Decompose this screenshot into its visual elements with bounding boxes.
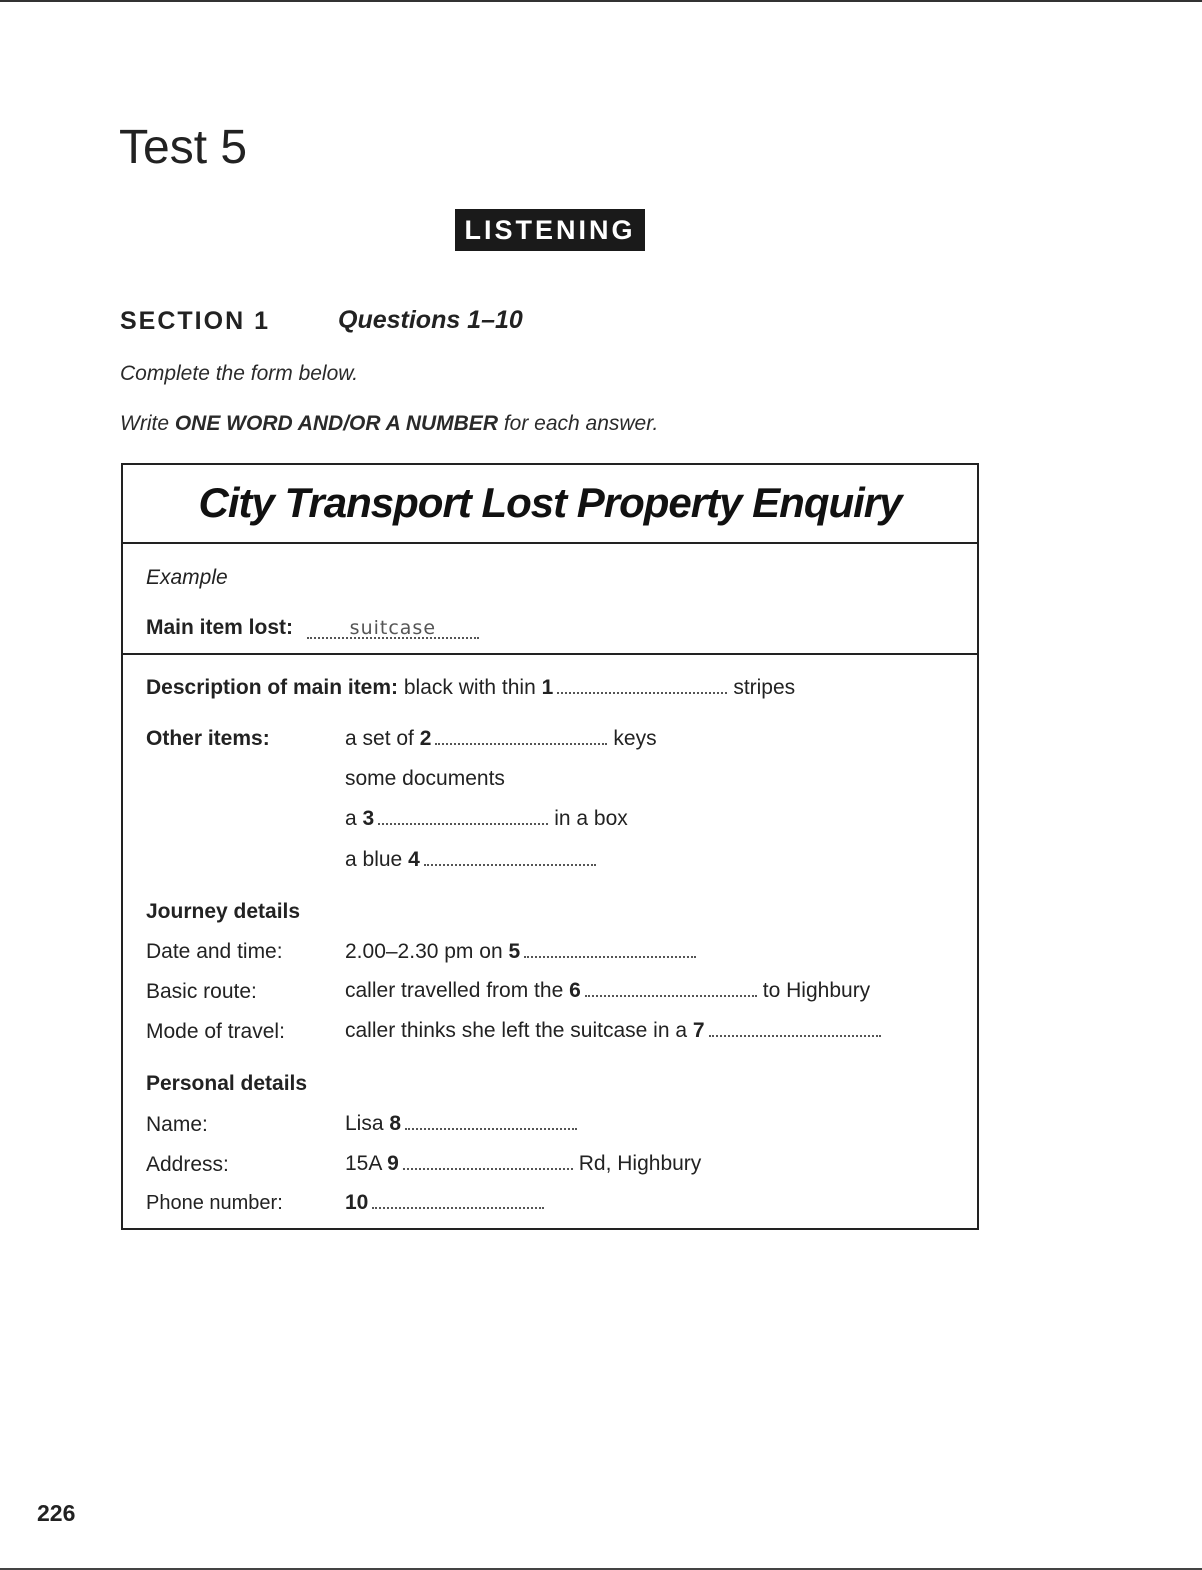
example-divider [123,653,977,655]
q6-text: caller travelled from the [345,979,564,1002]
q2-text: a set of [345,727,414,750]
q2-blank[interactable] [435,742,607,745]
address-label: Address: [146,1153,229,1176]
q3-blank[interactable] [378,822,548,825]
lost-property-form [121,463,979,1230]
q3-text: a [345,807,357,830]
description-suffix: stripes [733,676,796,699]
q6-number: 6 [569,979,581,1002]
q8-blank[interactable] [405,1127,577,1130]
q6-blank[interactable] [585,994,757,997]
instruction-complete-form: Complete the form below. [120,362,359,385]
q3-row [345,807,628,831]
basic-route-label: Basic route: [146,980,257,1003]
q6-row [345,979,870,1003]
description-label: Description of main item: [146,676,399,699]
q10-row [345,1191,550,1215]
q6-suffix: to Highbury [762,979,871,1002]
q9-blank[interactable] [403,1167,573,1170]
q7-number: 7 [692,1019,705,1042]
q8-text: Lisa [345,1112,384,1135]
test-title: Test 5 [119,121,248,174]
q9-row [345,1152,701,1176]
example-answer: suitcase [349,617,437,639]
q2-number: 2 [419,727,432,750]
q10-number: 10 [345,1191,369,1214]
page-number: 226 [37,1500,76,1526]
documents-item: some documents [345,767,505,790]
example-label: Example [146,566,228,589]
title-divider [123,542,977,544]
listening-banner: LISTENING [455,209,645,251]
q1-blank[interactable] [557,691,727,694]
q4-number: 4 [408,848,420,871]
q4-text: a blue [345,848,403,871]
q9-suffix: Rd, Highbury [578,1152,702,1175]
personal-details-heading: Personal details [146,1072,308,1095]
form-title: City Transport Lost Property Enquiry [198,479,902,526]
instruction-answer-format [120,412,658,436]
q5-text: 2.00–2.30 pm on [345,940,503,963]
q5-blank[interactable] [524,955,696,958]
q2-suffix: keys [613,727,657,750]
q5-number: 5 [508,940,521,963]
journey-details-heading: Journey details [146,900,301,923]
instruction-prefix: Write [120,412,175,435]
section-label: SECTION 1 [120,307,270,335]
q1-number: 1 [541,676,554,699]
main-item-label: Main item lost: [146,616,294,639]
q4-blank[interactable] [424,863,596,866]
q10-blank[interactable] [372,1206,544,1209]
description-row [146,676,795,700]
instruction-suffix: for each answer. [497,412,659,435]
q3-number: 3 [362,807,375,830]
q4-row [345,848,602,872]
q7-blank[interactable] [709,1034,881,1037]
q8-row [345,1112,583,1136]
description-text: black with thin [403,676,536,699]
instruction-emphasis: ONE WORD AND/OR A NUMBER [174,412,498,435]
q9-text: 15A [345,1152,382,1175]
example-answer-blank [307,619,479,639]
top-border-line [0,0,1202,2]
q3-suffix: in a box [554,807,628,830]
q5-row [345,940,702,964]
phone-number-label: Phone number: [146,1192,283,1214]
q7-row [345,1019,887,1043]
q8-number: 8 [389,1112,402,1135]
questions-range: Questions 1–10 [338,306,523,334]
mode-of-travel-label: Mode of travel: [146,1020,285,1043]
example-row [146,616,479,640]
name-label: Name: [146,1113,208,1136]
q9-number: 9 [387,1152,399,1175]
q7-text: caller thinks she left the suitcase in a [345,1019,688,1042]
other-items-label: Other items: [146,727,270,750]
date-time-label: Date and time: [146,940,283,963]
q2-row [345,727,657,751]
